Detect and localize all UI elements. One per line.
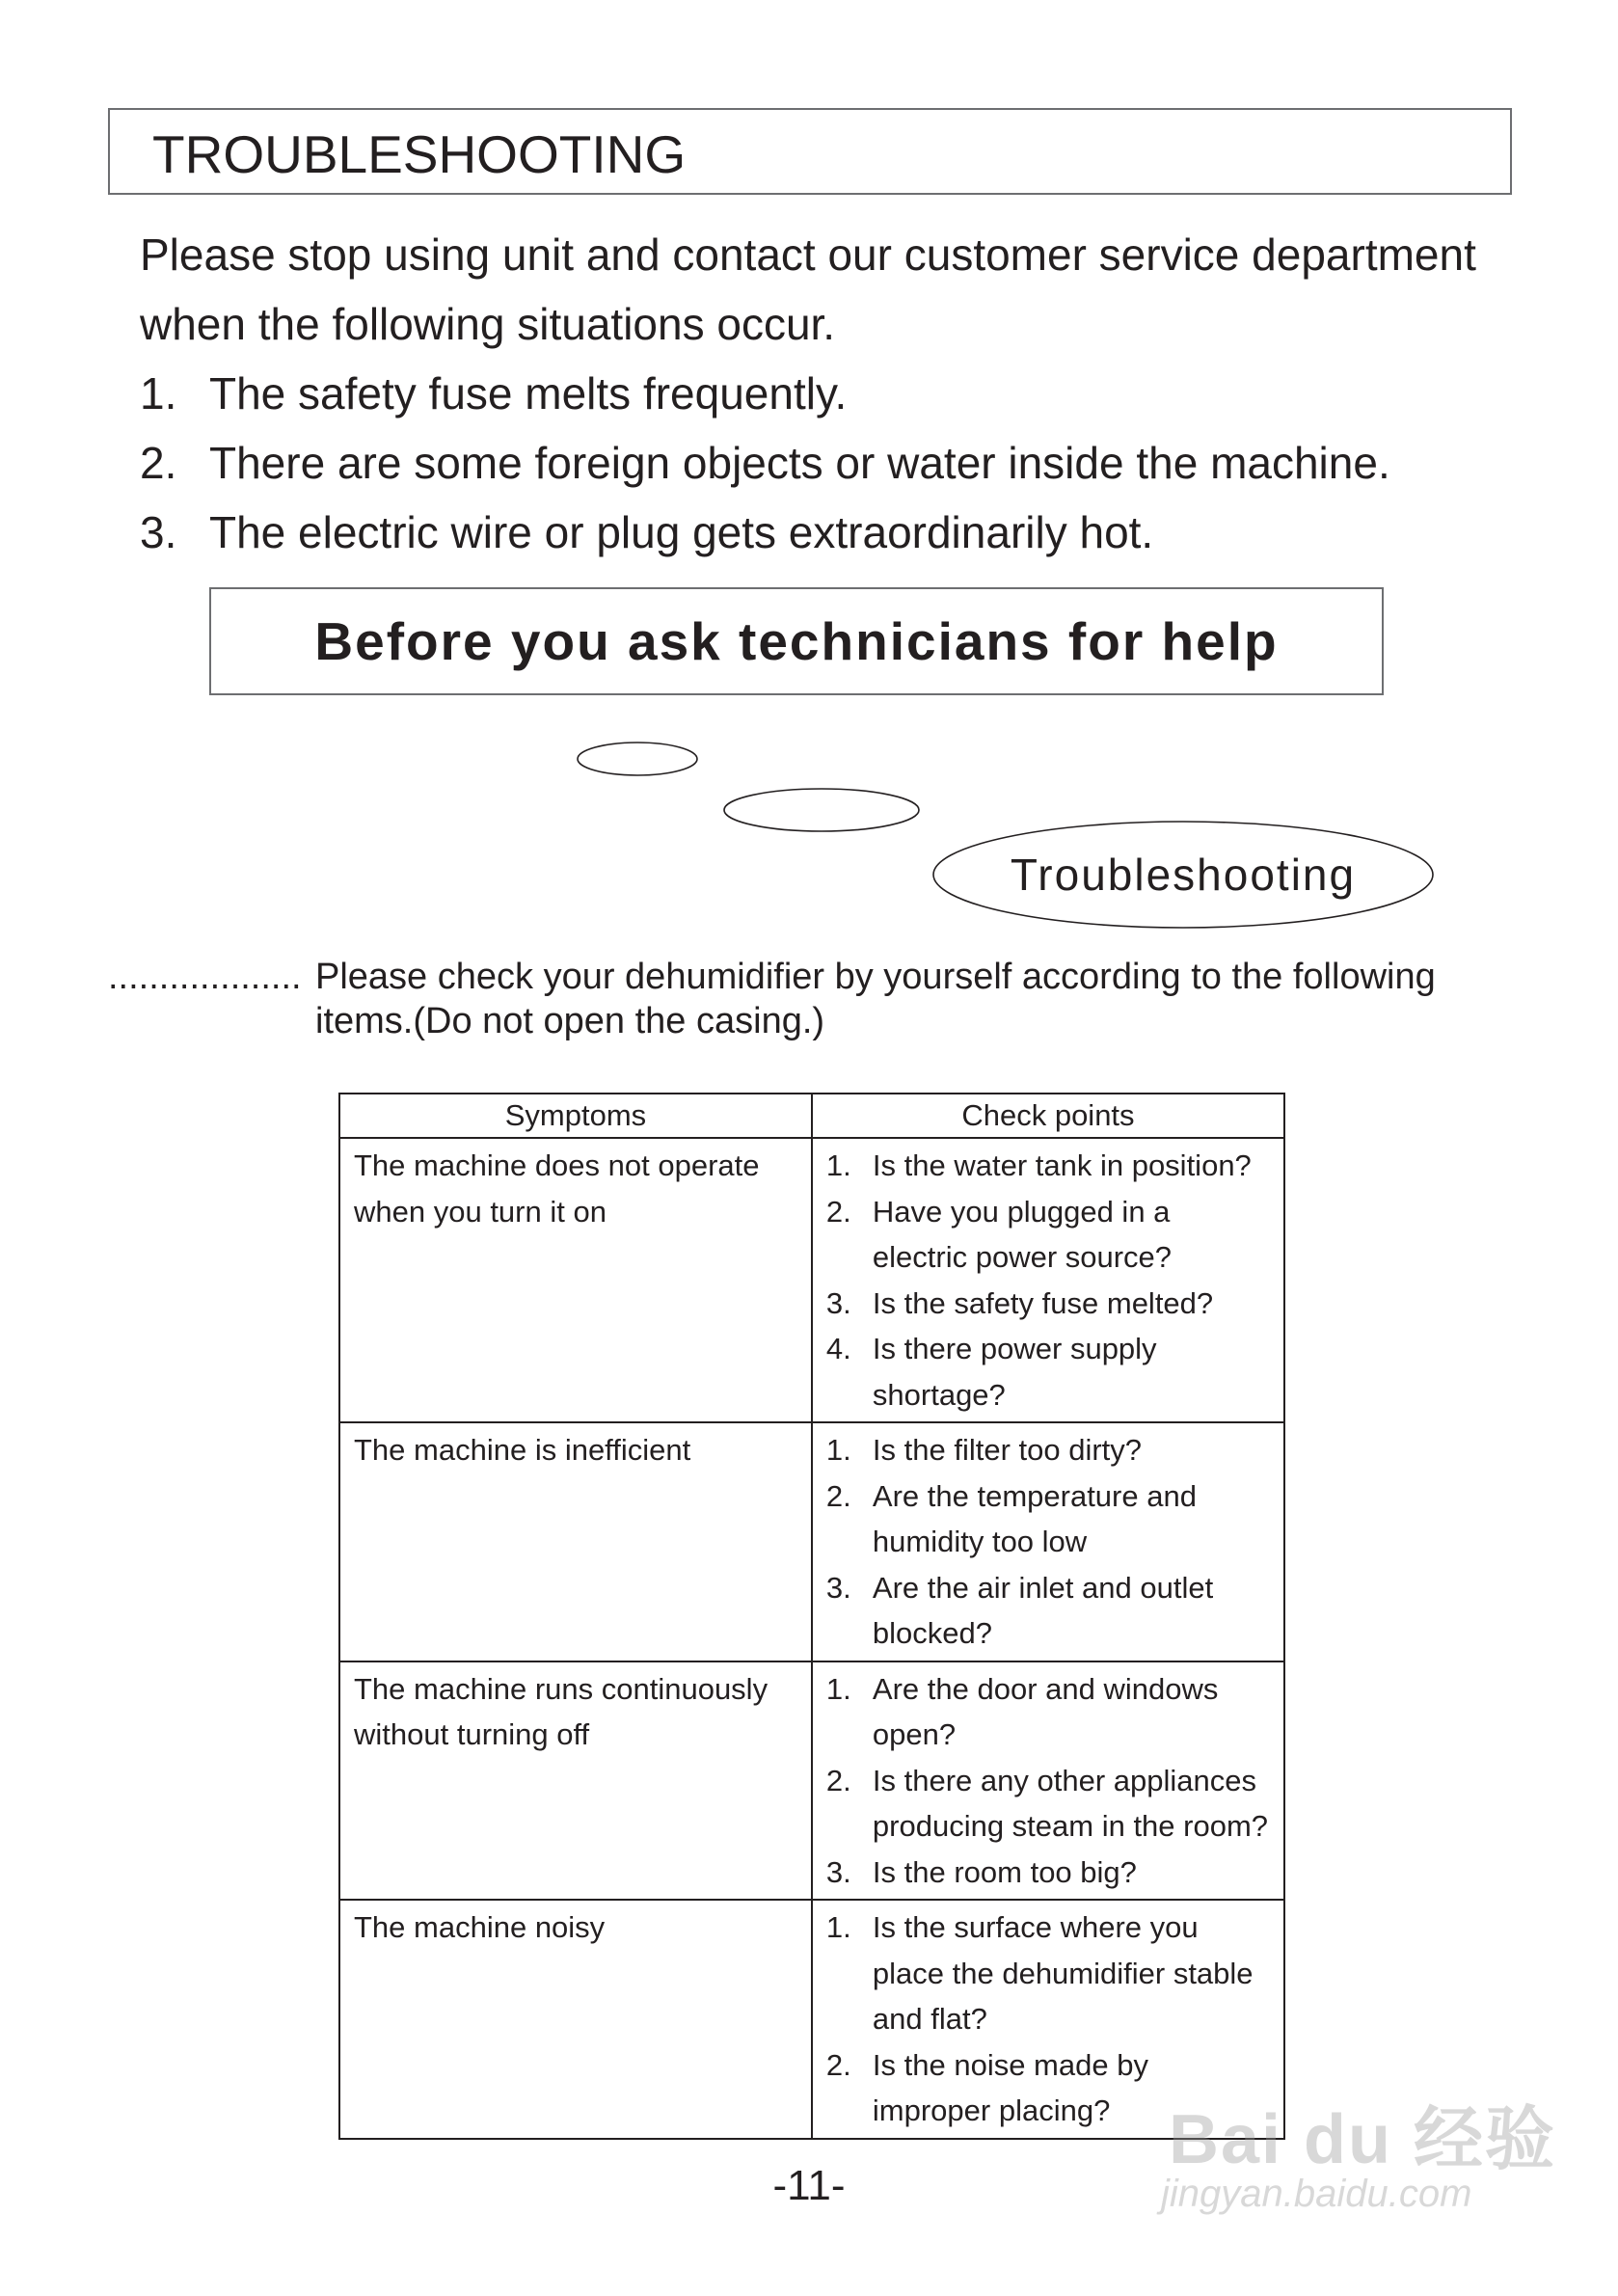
check-point-number: 3.: [825, 1570, 851, 1605]
table-row: [339, 1900, 1284, 2139]
check-point-text: Is the room too big?: [872, 1854, 1137, 1889]
section-title: TROUBLESHOOTING: [152, 124, 687, 184]
check-point-text: Is there any other appliances producing steam in the room?: [872, 1763, 1269, 1843]
table-row: [339, 1138, 1284, 1422]
situation-number: 3.: [140, 507, 177, 557]
page-number: -11-: [772, 2162, 846, 2209]
baidu-watermark: [1149, 2059, 1603, 2252]
check-point-number: 1.: [825, 1671, 851, 1706]
check-point-text: Is the surface where you place the dehumidifier stable and flat?: [872, 1910, 1254, 2036]
situation-number: 1.: [140, 368, 177, 419]
check-point-number: 2.: [825, 1194, 851, 1229]
check-point-number: 1.: [825, 1433, 851, 1467]
check-instruction: [108, 955, 1535, 1043]
check-point: [826, 1565, 1272, 1657]
symptom-cell: The machine does not operate when you turn it on: [339, 1138, 812, 1422]
check-point-text: Is the filter too dirty?: [872, 1433, 1143, 1467]
watermark-url: jingyan.baidu.com: [1161, 2173, 1472, 2215]
help-heading: Before you ask technicians for help: [314, 611, 1279, 671]
check-point: [826, 1189, 1272, 1281]
header-check-points: Check points: [812, 1094, 1284, 1138]
check-point-text: Are the door and windows open?: [872, 1671, 1219, 1751]
table-header-row: [339, 1094, 1284, 1138]
check-point: [826, 1427, 1272, 1473]
check-point-text: Is the water tank in position?: [872, 1148, 1252, 1182]
check-point-number: 4.: [825, 1332, 851, 1365]
situation-text: The safety fuse melts frequently.: [209, 368, 848, 419]
situation-text: There are some foreign objects or water inside the machine.: [209, 438, 1390, 488]
symptom-cell: The machine runs continuously without turning off: [339, 1661, 812, 1901]
situation-number: 2.: [140, 438, 177, 488]
dotted-leader: ...................: [108, 957, 302, 997]
check-point-number: 1.: [825, 1148, 851, 1182]
bubble-label: Troubleshooting: [1010, 850, 1357, 900]
intro-text-line2: when the following situations occur.: [140, 299, 836, 349]
check-point-text: Is the safety fuse melted?: [872, 1285, 1214, 1320]
intro-text-line1: Please stop using unit and contact our customer service department: [140, 230, 1476, 280]
check-point-number: 1.: [825, 1910, 851, 1944]
check-point: [826, 1473, 1272, 1565]
medium-bubble: [724, 789, 919, 831]
small-bubble: [578, 743, 697, 775]
check-point-number: 2.: [825, 1763, 851, 1797]
header-symptoms: Symptoms: [339, 1094, 812, 1138]
thought-bubbles: [0, 0, 1618, 964]
table-row: [339, 1661, 1284, 1901]
table-row: [339, 1422, 1284, 1661]
check-point: [826, 1143, 1272, 1189]
check-point: [826, 1850, 1272, 1896]
situation-text: The electric wire or plug gets extraordinarily hot.: [209, 507, 1154, 557]
check-point-number: 3.: [825, 1285, 851, 1320]
check-point: [826, 1904, 1272, 2042]
watermark-brand: Bai du 经验: [1169, 2101, 1557, 2178]
symptom-cell: The machine is inefficient: [339, 1422, 812, 1661]
check-point-number: 2.: [825, 1478, 851, 1513]
check-point: [826, 1666, 1272, 1758]
check-point-number: 2.: [825, 2047, 851, 2082]
check-instruction-text: Please check your dehumidifier by yourself according to the following items.(Do not open the casing.): [315, 957, 1436, 1041]
troubleshooting-table: [338, 1093, 1285, 2140]
check-point-text: Is there power supply shortage?: [872, 1332, 1157, 1412]
check-point-text: Is the noise made by improper placing?: [872, 2047, 1148, 2127]
symptom-cell: The machine noisy: [339, 1900, 812, 2139]
check-points-cell: [812, 1422, 1284, 1661]
check-point-text: Are the temperature and humidity too low: [872, 1478, 1197, 1558]
check-point-text: Have you plugged in a electric power source?: [872, 1194, 1173, 1274]
check-point: [826, 1326, 1272, 1418]
check-point: [826, 1281, 1272, 1327]
check-point-number: 3.: [825, 1854, 851, 1889]
check-points-cell: [812, 1138, 1284, 1422]
check-point: [826, 1758, 1272, 1850]
check-points-cell: [812, 1661, 1284, 1901]
check-point-text: Are the air inlet and outlet blocked?: [872, 1570, 1214, 1650]
